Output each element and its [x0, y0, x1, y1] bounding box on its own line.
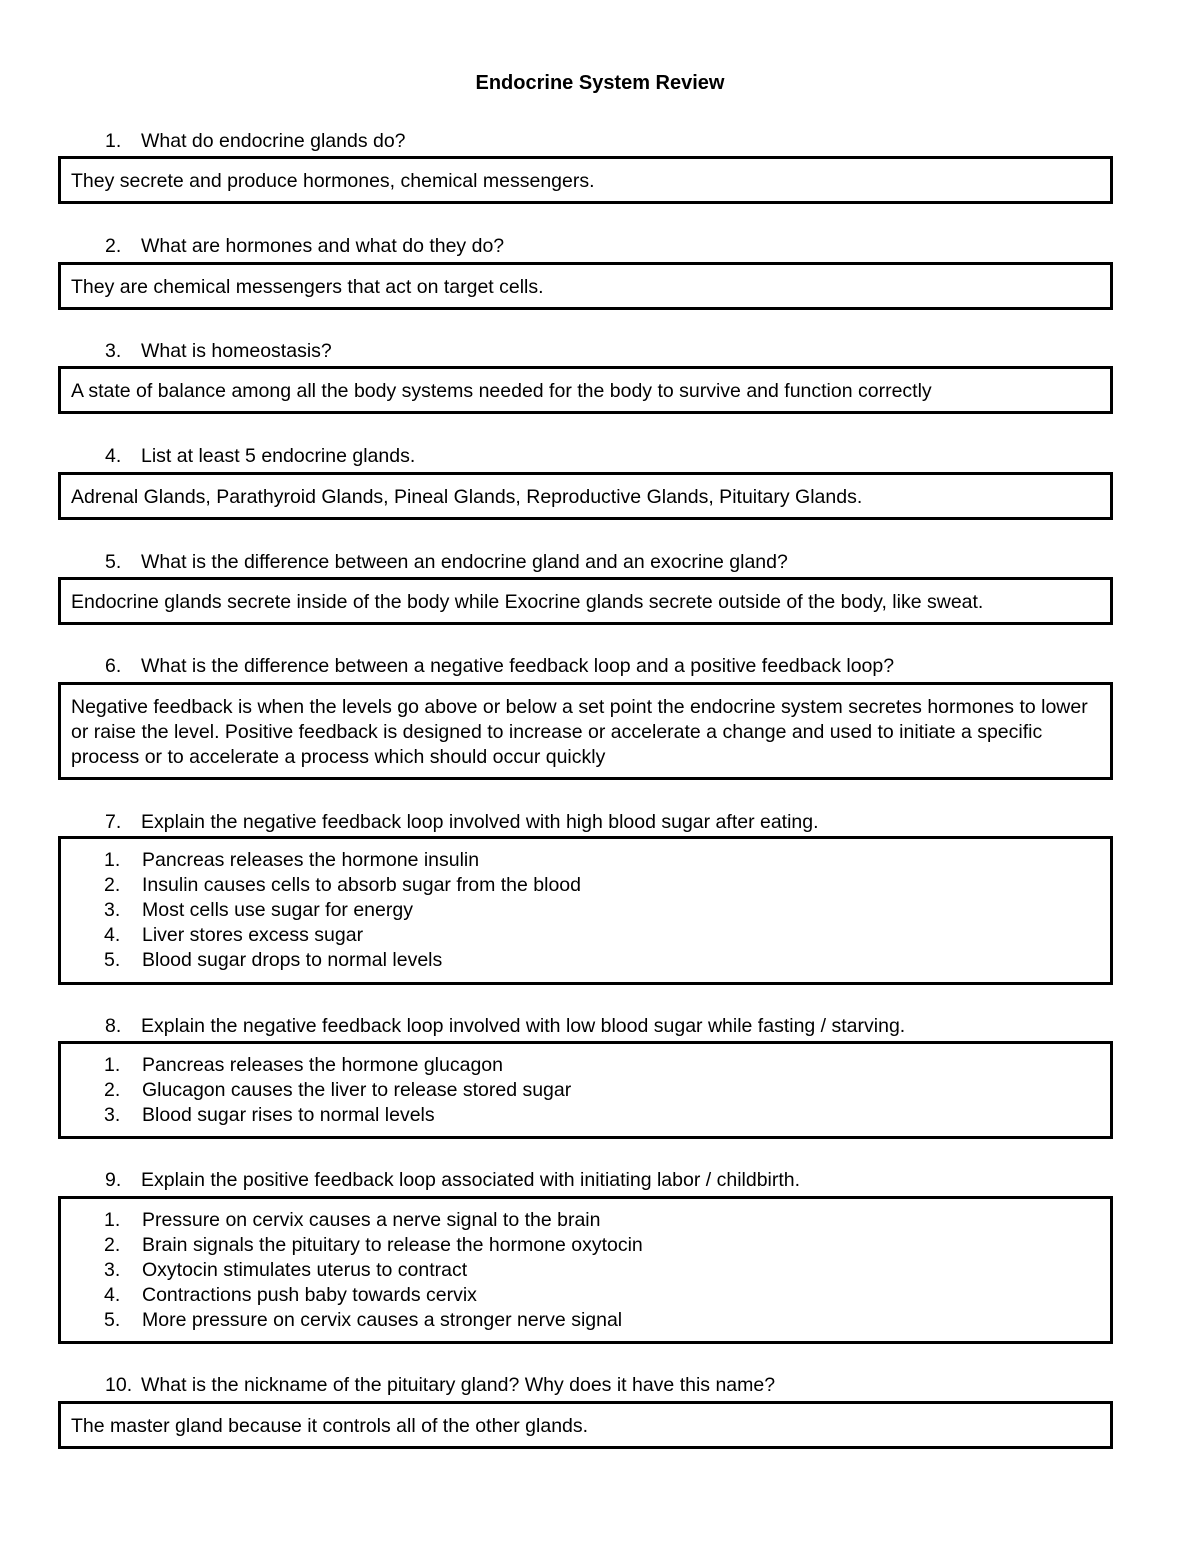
- question-number: 5.: [105, 551, 122, 573]
- question-text: What do endocrine glands do?: [141, 130, 406, 152]
- question-text: What are hormones and what do they do?: [141, 235, 505, 257]
- step-text: Most cells use sugar for energy: [142, 899, 413, 921]
- step-text: Pancreas releases the hormone insulin: [142, 849, 480, 871]
- list-item: [104, 1283, 1098, 1308]
- answer-box-10[interactable]: [58, 1401, 1113, 1449]
- answer-box-1[interactable]: [58, 156, 1113, 204]
- question-number: 7.: [105, 811, 122, 833]
- question-number: 2.: [105, 235, 122, 257]
- step-text: Insulin causes cells to absorb sugar from the blood: [142, 874, 581, 896]
- step-text: Blood sugar rises to normal levels: [142, 1104, 435, 1126]
- answer-box-9[interactable]: [58, 1196, 1113, 1344]
- step-number: 3.: [104, 899, 121, 921]
- step-number: 4.: [104, 924, 121, 946]
- answer-box-8[interactable]: [58, 1041, 1113, 1139]
- question-7: [105, 810, 1105, 834]
- answer-text: Negative feedback is when the levels go above or below a set point the endocrine system secretes hormones to lower or raise the level. Positive feedback is designed to increase or accelerate a change and used to initiate a specific process or to accelerate a process which should occur quickly: [71, 696, 1088, 768]
- answer-text: They secrete and produce hormones, chemical messengers.: [71, 170, 595, 192]
- list-item: [104, 873, 1098, 898]
- step-text: Blood sugar drops to normal levels: [142, 949, 443, 971]
- step-number: 5.: [104, 949, 121, 971]
- answer-text: Endocrine glands secrete inside of the body while Exocrine glands secrete outside of the body, like sweat.: [71, 591, 984, 613]
- answer-box-7[interactable]: [58, 836, 1113, 985]
- answer-box-6[interactable]: [58, 682, 1113, 780]
- step-number: 4.: [104, 1284, 121, 1306]
- list-item: [104, 1308, 1098, 1333]
- question-text: Explain the negative feedback loop involved with low blood sugar while fasting / starving.: [141, 1015, 906, 1037]
- step-number: 3.: [104, 1259, 121, 1281]
- question-6: [105, 654, 1105, 678]
- question-9: [105, 1168, 1105, 1192]
- page-title: Endocrine System Review: [475, 72, 725, 94]
- answer-text: A state of balance among all the body systems needed for the body to survive and function correctly: [71, 380, 932, 402]
- question-number: 4.: [105, 445, 122, 467]
- question-1: [105, 129, 1105, 153]
- step-text: More pressure on cervix causes a stronger nerve signal: [142, 1309, 623, 1331]
- step-list: [71, 1208, 1098, 1333]
- list-item: [104, 898, 1098, 923]
- step-number: 1.: [104, 849, 121, 871]
- question-number: 1.: [105, 130, 122, 152]
- question-text: What is homeostasis?: [141, 340, 332, 362]
- answer-box-4[interactable]: [58, 472, 1113, 520]
- step-number: 2.: [104, 1234, 121, 1256]
- answer-box-2[interactable]: [58, 262, 1113, 310]
- step-number: 1.: [104, 1209, 121, 1231]
- list-item: [104, 1103, 1098, 1128]
- question-10: [105, 1373, 1105, 1397]
- question-text: Explain the negative feedback loop involved with high blood sugar after eating.: [141, 811, 819, 833]
- question-8: [105, 1014, 1105, 1038]
- step-text: Glucagon causes the liver to release stored sugar: [142, 1079, 572, 1101]
- question-number: 6.: [105, 655, 122, 677]
- question-3: [105, 339, 1105, 363]
- step-text: Brain signals the pituitary to release the hormone oxytocin: [142, 1234, 643, 1256]
- step-text: Liver stores excess sugar: [142, 924, 364, 946]
- list-item: [104, 1078, 1098, 1103]
- question-number: 8.: [105, 1015, 122, 1037]
- answer-text: The master gland because it controls all of the other glands.: [71, 1415, 589, 1437]
- question-text: What is the difference between an endocrine gland and an exocrine gland?: [141, 551, 788, 573]
- list-item: [104, 923, 1098, 948]
- list-item: [104, 1258, 1098, 1283]
- list-item: [104, 1208, 1098, 1233]
- step-number: 3.: [104, 1104, 121, 1126]
- step-list: [71, 1053, 1098, 1128]
- answer-text: They are chemical messengers that act on target cells.: [71, 276, 544, 298]
- step-number: 1.: [104, 1054, 121, 1076]
- answer-text: Adrenal Glands, Parathyroid Glands, Pineal Glands, Reproductive Glands, Pituitary Glands.: [71, 486, 863, 508]
- list-item: [104, 848, 1098, 873]
- question-text: What is the nickname of the pituitary gland? Why does it have this name?: [141, 1374, 776, 1396]
- list-item: [104, 948, 1098, 973]
- question-5: [105, 550, 1105, 574]
- list-item: [104, 1233, 1098, 1258]
- question-text: List at least 5 endocrine glands.: [141, 445, 416, 467]
- list-item: [104, 1053, 1098, 1078]
- question-number: 3.: [105, 340, 122, 362]
- step-text: Pressure on cervix causes a nerve signal to the brain: [142, 1209, 601, 1231]
- question-2: [105, 234, 1105, 258]
- question-text: Explain the positive feedback loop associated with initiating labor / childbirth.: [141, 1169, 801, 1191]
- step-number: 2.: [104, 874, 121, 896]
- step-number: 2.: [104, 1079, 121, 1101]
- step-list: [71, 848, 1098, 973]
- question-number: 10.: [105, 1374, 133, 1396]
- step-text: Contractions push baby towards cervix: [142, 1284, 477, 1306]
- question-text: What is the difference between a negative feedback loop and a positive feedback loop?: [141, 655, 895, 677]
- step-number: 5.: [104, 1309, 121, 1331]
- answer-box-5[interactable]: [58, 577, 1113, 625]
- question-number: 9.: [105, 1169, 122, 1191]
- answer-box-3[interactable]: [58, 366, 1113, 414]
- step-text: Oxytocin stimulates uterus to contract: [142, 1259, 468, 1281]
- question-4: [105, 444, 1105, 468]
- step-text: Pancreas releases the hormone glucagon: [142, 1054, 503, 1076]
